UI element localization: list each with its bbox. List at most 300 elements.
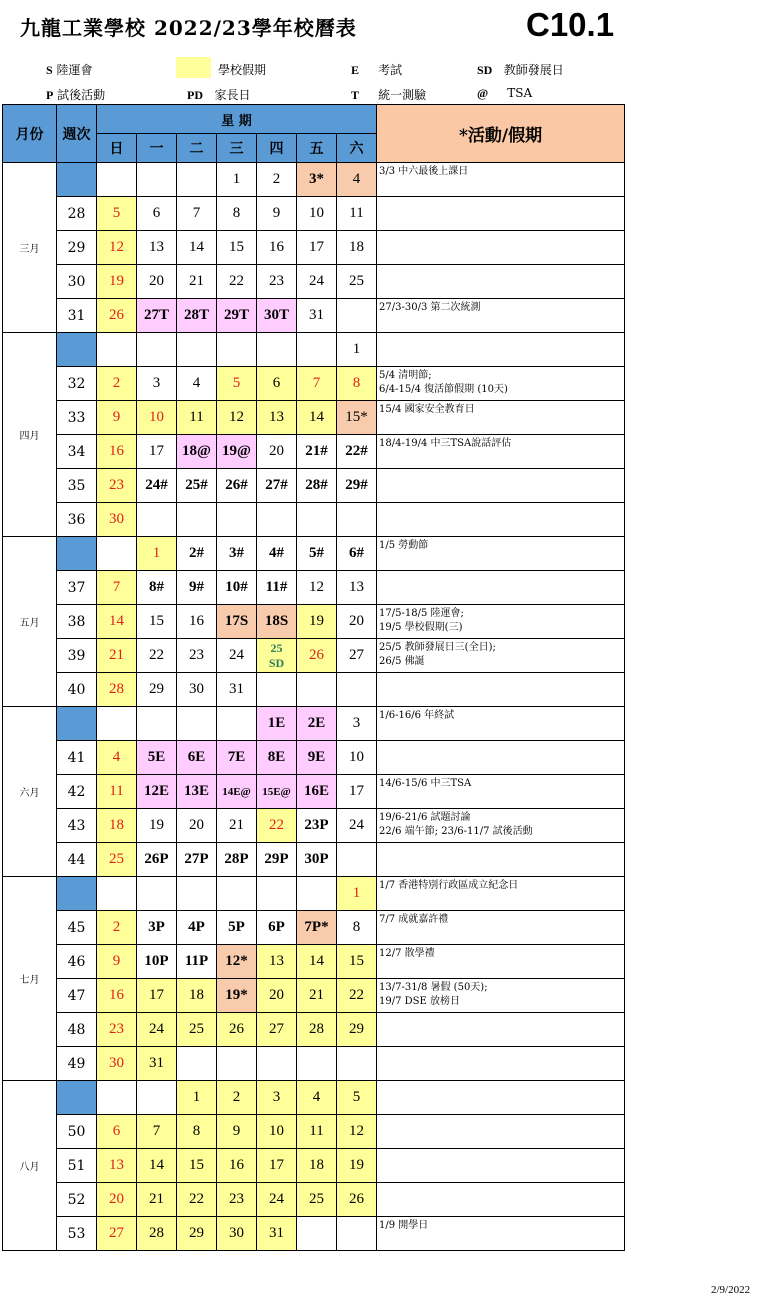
activity-note: 5/4 清明節; <box>379 370 432 381</box>
day-cell: 11 <box>97 775 137 809</box>
week-row <box>3 877 625 911</box>
day-cell: 3 <box>137 367 177 401</box>
day-cell: 6 <box>257 367 297 401</box>
day-cell: 30 <box>177 673 217 707</box>
empty-day-cell <box>297 503 337 537</box>
month-label: 八月 <box>3 1081 57 1251</box>
week-row <box>3 299 625 333</box>
day-cell: 15 <box>177 1149 217 1183</box>
weekday-fri: 五 <box>297 134 337 163</box>
day-cell: 7P* <box>297 911 337 945</box>
week-row <box>3 469 625 503</box>
day-cell: 27 <box>97 1217 137 1251</box>
week-row <box>3 1081 625 1115</box>
day-cell: 30 <box>217 1217 257 1251</box>
day-cell: 4 <box>337 163 377 197</box>
day-cell: 27 <box>337 639 377 673</box>
empty-day-cell <box>97 537 137 571</box>
activity-cell <box>377 435 625 469</box>
day-cell: 24 <box>217 639 257 673</box>
weekday-thu: 四 <box>257 134 297 163</box>
day-cell: 13 <box>257 401 297 435</box>
day-cell: 26 <box>297 639 337 673</box>
day-cell: 1E <box>257 707 297 741</box>
activity-cell <box>377 299 625 333</box>
day-cell: 5 <box>337 1081 377 1115</box>
activity-cell <box>377 1081 625 1115</box>
empty-day-cell <box>97 1081 137 1115</box>
day-cell: 21 <box>97 639 137 673</box>
day-cell: 1 <box>137 537 177 571</box>
day-cell: 22 <box>177 1183 217 1217</box>
empty-day-cell <box>217 503 257 537</box>
day-cell: 21 <box>177 265 217 299</box>
day-cell: 3 <box>337 707 377 741</box>
day-cell: 28 <box>137 1217 177 1251</box>
day-cell: 25 <box>97 843 137 877</box>
week-number: 53 <box>57 1217 97 1251</box>
day-cell: 5E <box>137 741 177 775</box>
week-number <box>57 707 97 741</box>
empty-day-cell <box>137 333 177 367</box>
weekday-sun: 日 <box>97 134 137 163</box>
day-cell: 17 <box>137 979 177 1013</box>
empty-day-cell <box>297 1047 337 1081</box>
activity-cell <box>377 537 625 571</box>
week-row <box>3 1183 625 1217</box>
empty-day-cell <box>337 843 377 877</box>
day-cell: 16 <box>177 605 217 639</box>
day-cell: 29 <box>337 1013 377 1047</box>
day-cell: 10# <box>217 571 257 605</box>
activity-cell <box>377 877 625 911</box>
activity-cell <box>377 809 625 843</box>
activity-cell <box>377 367 625 401</box>
week-row <box>3 1013 625 1047</box>
week-row <box>3 537 625 571</box>
week-row <box>3 707 625 741</box>
week-number: 49 <box>57 1047 97 1081</box>
day-cell: 2# <box>177 537 217 571</box>
day-cell: 23 <box>97 469 137 503</box>
day-cell: 24 <box>137 1013 177 1047</box>
day-cell: 2 <box>97 911 137 945</box>
day-cell: 18 <box>97 809 137 843</box>
activity-column-header: *活動/假期 <box>377 105 625 163</box>
day-cell: 22 <box>137 639 177 673</box>
week-number <box>57 333 97 367</box>
day-cell: 18 <box>177 979 217 1013</box>
print-date: 2/9/2022 <box>711 1284 751 1296</box>
day-cell: 16 <box>257 231 297 265</box>
week-row <box>3 197 625 231</box>
day-cell: 11 <box>337 197 377 231</box>
week-number: 37 <box>57 571 97 605</box>
day-cell: 9# <box>177 571 217 605</box>
week-row <box>3 231 625 265</box>
empty-day-cell <box>257 1047 297 1081</box>
day-cell: 11 <box>297 1115 337 1149</box>
empty-day-cell <box>137 1081 177 1115</box>
day-cell: 14 <box>297 945 337 979</box>
day-cell: 1 <box>337 333 377 367</box>
legend-holiday-swatch <box>176 57 211 78</box>
activity-note: 12/7 散學禮 <box>379 948 435 959</box>
legend-item-s: S 陸運會 <box>46 63 93 77</box>
activity-note: 6/4-15/4 復活節假期 (10天) <box>379 384 508 395</box>
week-number <box>57 163 97 197</box>
day-cell: 16 <box>217 1149 257 1183</box>
day-cell: 4P <box>177 911 217 945</box>
day-cell: 29 <box>177 1217 217 1251</box>
day-cell: 7 <box>137 1115 177 1149</box>
day-cell: 13 <box>97 1149 137 1183</box>
day-cell: 19 <box>337 1149 377 1183</box>
day-cell: 7 <box>297 367 337 401</box>
day-cell: 31 <box>257 1217 297 1251</box>
month-label: 七月 <box>3 877 57 1081</box>
day-cell: 13E <box>177 775 217 809</box>
week-number: 42 <box>57 775 97 809</box>
week-number: 52 <box>57 1183 97 1217</box>
empty-day-cell <box>337 299 377 333</box>
week-row <box>3 435 625 469</box>
day-cell: 8 <box>337 367 377 401</box>
day-cell: 21 <box>217 809 257 843</box>
day-cell: 12 <box>297 571 337 605</box>
month-label: 四月 <box>3 333 57 537</box>
day-cell: 8E <box>257 741 297 775</box>
week-row <box>3 367 625 401</box>
day-cell: 8 <box>177 1115 217 1149</box>
day-cell: 2E <box>297 707 337 741</box>
day-cell: 4# <box>257 537 297 571</box>
weekday-sat: 六 <box>337 134 377 163</box>
day-cell: 8 <box>217 197 257 231</box>
activity-cell <box>377 333 625 367</box>
week-number: 31 <box>57 299 97 333</box>
week-row <box>3 639 625 673</box>
activity-cell <box>377 1217 625 1251</box>
day-cell: 7 <box>177 197 217 231</box>
day-cell: 2 <box>217 1081 257 1115</box>
activity-cell <box>377 673 625 707</box>
empty-day-cell <box>217 1047 257 1081</box>
day-cell <box>257 639 297 673</box>
activity-note: 1/7 香港特別行政區成立紀念日 <box>379 880 519 891</box>
day-cell: 28 <box>297 1013 337 1047</box>
activity-cell <box>377 401 625 435</box>
day-cell: 10 <box>137 401 177 435</box>
day-cell: 2 <box>97 367 137 401</box>
empty-day-cell <box>257 333 297 367</box>
empty-day-cell <box>137 707 177 741</box>
day-cell: 23 <box>97 1013 137 1047</box>
activity-note: 1/9 開學日 <box>379 1220 429 1231</box>
activity-cell <box>377 469 625 503</box>
day-cell: 17 <box>137 435 177 469</box>
day-cell: 25# <box>177 469 217 503</box>
empty-day-cell <box>177 333 217 367</box>
day-cell: 27P <box>177 843 217 877</box>
day-cell: 1 <box>217 163 257 197</box>
empty-day-cell <box>297 1217 337 1251</box>
week-number <box>57 537 97 571</box>
empty-day-cell <box>177 1047 217 1081</box>
empty-day-cell <box>97 877 137 911</box>
day-cell: 19 <box>297 605 337 639</box>
day-cell: 27 <box>257 1013 297 1047</box>
week-row <box>3 571 625 605</box>
week-number: 35 <box>57 469 97 503</box>
day-cell: 14 <box>137 1149 177 1183</box>
day-cell: 9 <box>257 197 297 231</box>
activity-cell <box>377 1115 625 1149</box>
week-number: 30 <box>57 265 97 299</box>
activity-cell <box>377 163 625 197</box>
empty-day-cell <box>97 333 137 367</box>
day-cell: 24 <box>257 1183 297 1217</box>
activity-cell <box>377 741 625 775</box>
day-cell: 1 <box>337 877 377 911</box>
activity-cell <box>377 571 625 605</box>
day-cell: 22 <box>217 265 257 299</box>
week-number: 40 <box>57 673 97 707</box>
day-cell: 30P <box>297 843 337 877</box>
month-column-header: 月份 <box>3 105 57 163</box>
day-cell: 7E <box>217 741 257 775</box>
day-cell: 29 <box>137 673 177 707</box>
day-cell: 3 <box>257 1081 297 1115</box>
empty-day-cell <box>297 333 337 367</box>
day-cell: 17 <box>297 231 337 265</box>
empty-day-cell <box>257 673 297 707</box>
legend-item-t: T 統一測驗 <box>351 88 427 102</box>
day-cell: 20 <box>257 979 297 1013</box>
day-cell: 6P <box>257 911 297 945</box>
week-row <box>3 809 625 843</box>
week-number: 47 <box>57 979 97 1013</box>
day-cell: 30 <box>97 1047 137 1081</box>
day-cell: 14 <box>177 231 217 265</box>
day-cell: 10 <box>297 197 337 231</box>
legend-item-tsa: @ TSA <box>477 86 533 100</box>
document-code: C10.1 <box>526 6 615 43</box>
week-row <box>3 1149 625 1183</box>
day-cell: 17 <box>257 1149 297 1183</box>
day-cell: 31 <box>217 673 257 707</box>
activity-cell <box>377 197 625 231</box>
day-cell: 15E@ <box>257 775 297 809</box>
activity-cell <box>377 911 625 945</box>
week-number <box>57 877 97 911</box>
day-cell: 3P <box>137 911 177 945</box>
weekday-group-header: 星 期 <box>97 105 377 134</box>
activity-cell <box>377 265 625 299</box>
day-cell: 5 <box>97 197 137 231</box>
day-cell: 28# <box>297 469 337 503</box>
day-cell: 12 <box>217 401 257 435</box>
day-cell: 6E <box>177 741 217 775</box>
day-cell: 31 <box>297 299 337 333</box>
activity-cell <box>377 843 625 877</box>
day-cell: 10 <box>337 741 377 775</box>
empty-day-cell <box>97 163 137 197</box>
week-number: 32 <box>57 367 97 401</box>
day-cell: 6 <box>97 1115 137 1149</box>
day-cell: 13 <box>337 571 377 605</box>
day-cell: 23P <box>297 809 337 843</box>
empty-day-cell <box>177 877 217 911</box>
day-cell: 15 <box>217 231 257 265</box>
activity-note: 14/6-15/6 中三TSA <box>379 778 472 789</box>
week-number: 45 <box>57 911 97 945</box>
day-cell: 19@ <box>217 435 257 469</box>
weekday-wed: 三 <box>217 134 257 163</box>
day-cell: 19 <box>137 809 177 843</box>
day-cell: 20 <box>337 605 377 639</box>
empty-day-cell <box>137 503 177 537</box>
day-cell: 17 <box>337 775 377 809</box>
empty-day-cell <box>337 503 377 537</box>
week-number: 33 <box>57 401 97 435</box>
activity-note: 22/6 端午節; 23/6-11/7 試後活動 <box>379 826 533 837</box>
week-row <box>3 911 625 945</box>
week-number: 43 <box>57 809 97 843</box>
activity-note: 27/3-30/3 第二次統測 <box>379 302 481 313</box>
day-cell: 25 <box>297 1183 337 1217</box>
empty-day-cell <box>137 163 177 197</box>
empty-day-cell <box>337 1047 377 1081</box>
empty-day-cell <box>297 877 337 911</box>
staff-dev-day-label: 25 SD <box>268 640 285 670</box>
day-cell: 26 <box>97 299 137 333</box>
day-cell: 27# <box>257 469 297 503</box>
day-cell: 6 <box>137 197 177 231</box>
day-cell: 16E <box>297 775 337 809</box>
activity-cell <box>377 1047 625 1081</box>
day-cell: 28 <box>97 673 137 707</box>
day-cell: 28P <box>217 843 257 877</box>
day-cell: 18@ <box>177 435 217 469</box>
activity-cell <box>377 707 625 741</box>
page-title: 九龍工業學校 2022/23學年校曆表 <box>20 16 357 40</box>
empty-day-cell <box>97 707 137 741</box>
day-cell: 11# <box>257 571 297 605</box>
day-cell: 20 <box>137 265 177 299</box>
day-cell: 14 <box>297 401 337 435</box>
legend-item-e: E 考試 <box>351 63 403 77</box>
week-number: 46 <box>57 945 97 979</box>
day-cell: 9 <box>217 1115 257 1149</box>
day-cell: 14E@ <box>217 775 257 809</box>
day-cell: 27T <box>137 299 177 333</box>
day-cell: 4 <box>297 1081 337 1115</box>
day-cell: 12 <box>337 1115 377 1149</box>
day-cell: 9 <box>97 945 137 979</box>
activity-cell <box>377 1183 625 1217</box>
week-row <box>3 1047 625 1081</box>
activity-cell <box>377 231 625 265</box>
empty-day-cell <box>257 503 297 537</box>
day-cell: 30 <box>97 503 137 537</box>
day-cell: 29P <box>257 843 297 877</box>
day-cell: 26# <box>217 469 257 503</box>
week-row <box>3 1115 625 1149</box>
week-row <box>3 843 625 877</box>
week-number: 39 <box>57 639 97 673</box>
day-cell: 20 <box>257 435 297 469</box>
week-row <box>3 775 625 809</box>
activity-note: 1/6-16/6 年終試 <box>379 710 455 721</box>
day-cell: 19* <box>217 979 257 1013</box>
day-cell: 23 <box>177 639 217 673</box>
activity-note: 19/7 DSE 放榜日 <box>379 996 461 1007</box>
activity-note: 1/5 勞動節 <box>379 540 429 551</box>
empty-day-cell <box>257 877 297 911</box>
empty-day-cell <box>137 877 177 911</box>
day-cell: 19 <box>97 265 137 299</box>
day-cell: 25 <box>177 1013 217 1047</box>
day-cell: 9 <box>97 401 137 435</box>
day-cell: 13 <box>137 231 177 265</box>
day-cell: 18S <box>257 605 297 639</box>
day-cell: 23 <box>257 265 297 299</box>
day-cell: 1 <box>177 1081 217 1115</box>
day-cell: 7 <box>97 571 137 605</box>
empty-day-cell <box>297 673 337 707</box>
week-number: 48 <box>57 1013 97 1047</box>
activity-note: 19/6-21/6 試題討論 <box>379 812 471 823</box>
day-cell: 9E <box>297 741 337 775</box>
day-cell: 8# <box>137 571 177 605</box>
activity-cell <box>377 1149 625 1183</box>
month-label: 五月 <box>3 537 57 707</box>
day-cell: 21 <box>137 1183 177 1217</box>
day-cell: 28T <box>177 299 217 333</box>
day-cell: 14 <box>97 605 137 639</box>
day-cell: 12 <box>97 231 137 265</box>
week-row <box>3 945 625 979</box>
activity-note: 7/7 成就嘉許禮 <box>379 914 449 925</box>
day-cell: 29T <box>217 299 257 333</box>
day-cell: 25 <box>337 265 377 299</box>
empty-day-cell <box>337 1217 377 1251</box>
day-cell: 12* <box>217 945 257 979</box>
activity-cell <box>377 945 625 979</box>
day-cell: 11P <box>177 945 217 979</box>
week-number: 28 <box>57 197 97 231</box>
day-cell: 24 <box>337 809 377 843</box>
week-number: 51 <box>57 1149 97 1183</box>
day-cell: 21 <box>297 979 337 1013</box>
activity-note: 25/5 教師發展日三(全日); <box>379 642 496 653</box>
day-cell: 16 <box>97 979 137 1013</box>
month-label: 六月 <box>3 707 57 877</box>
week-row <box>3 333 625 367</box>
month-label: 三月 <box>3 163 57 333</box>
day-cell: 5# <box>297 537 337 571</box>
day-cell: 8 <box>337 911 377 945</box>
activity-note: 17/5-18/5 陸運會; <box>379 608 464 619</box>
day-cell: 20 <box>177 809 217 843</box>
week-row <box>3 741 625 775</box>
activity-note: 19/5 學校假期(三) <box>379 622 463 633</box>
day-cell: 22 <box>257 809 297 843</box>
weekday-mon: 一 <box>137 134 177 163</box>
week-row <box>3 673 625 707</box>
day-cell: 4 <box>97 741 137 775</box>
